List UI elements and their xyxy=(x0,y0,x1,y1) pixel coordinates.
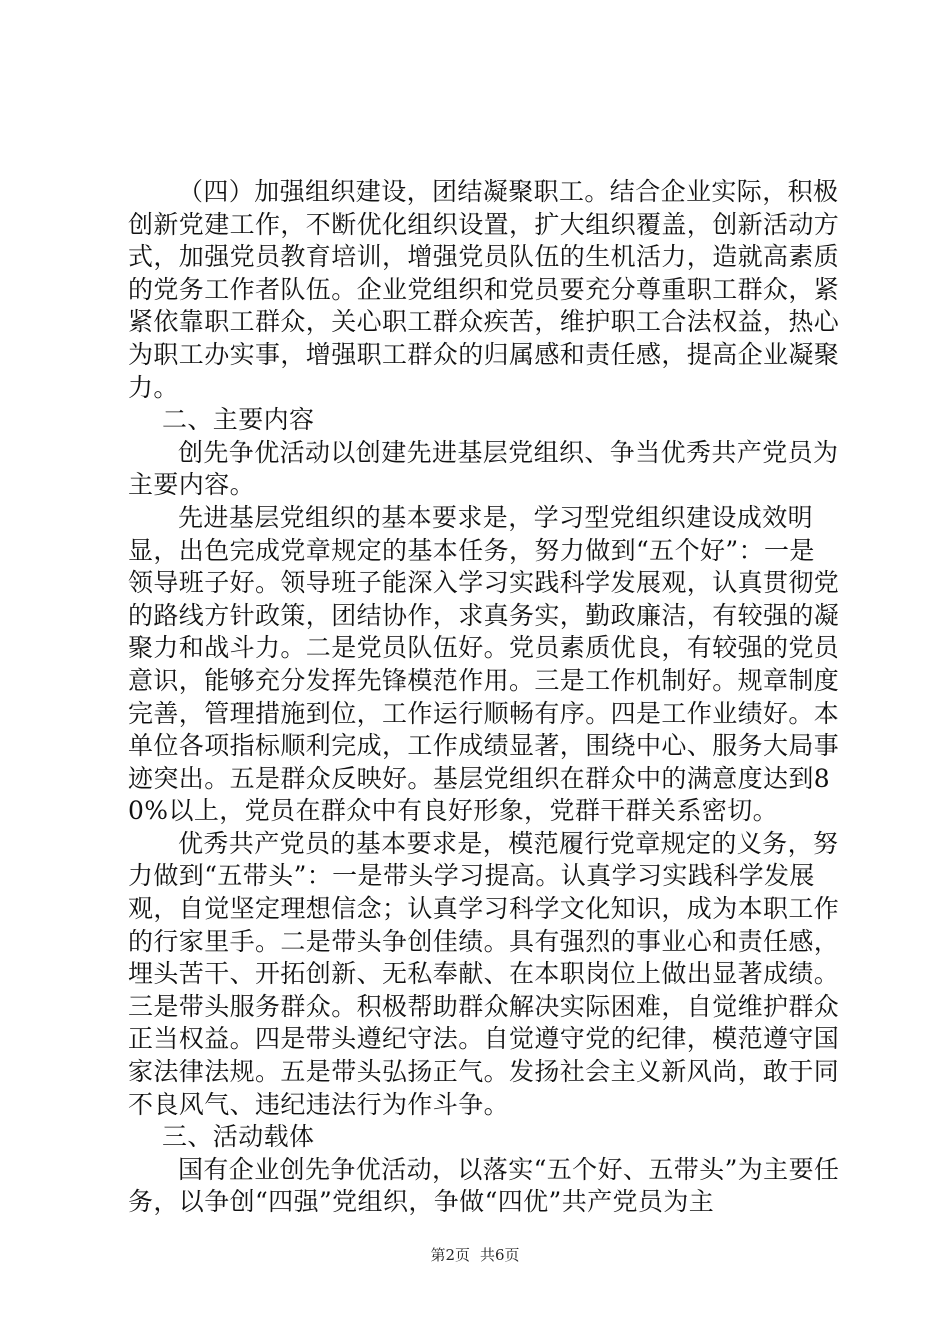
document-body xyxy=(128,176,840,1219)
heading-activity-carrier: 三、活动载体 xyxy=(162,1122,315,1152)
heading-main-content: 二、主要内容 xyxy=(162,405,315,435)
paragraph-soe-activity: 国有企业创先争优活动，以落实“五个好、五带头”为主要任务，以争创“四强”党组织，争做“四优”共产党员为主 xyxy=(128,1154,840,1217)
page-footer xyxy=(0,1244,950,1265)
page-number: 第2页 xyxy=(430,1246,470,1264)
paragraph-org-building: （四）加强组织建设，团结凝聚职工。结合企业实际，积极创新党建工作，不断优化组织设置，扩大组织覆盖，创新活动方式，加强党员教育培训，增强党员队伍的生机活力，造就高素质的党务工作者队伍。企业党组织和党员要充分尊重职工群众，紧紧依靠职工群众，关心职工群众疾苦，维护职工合法权益，热心为职工办实事，增强职工群众的归属感和责任感，提高企业凝聚力。 xyxy=(128,177,840,402)
paragraph-activity-intro: 创先争优活动以创建先进基层党组织、争当优秀共产党员为主要内容。 xyxy=(128,437,839,500)
paragraph-advanced-org-requirements: 先进基层党组织的基本要求是，学习型党组织建设成效明显，出色完成党章规定的基本任务，努力做到“五个好”：一是领导班子好。领导班子能深入学习实践科学发展观，认真贯彻党的路线方针政策，团结协作，求真务实，勤政廉洁，有较强的凝聚力和战斗力。二是党员队伍好。党员素质优良，有较强的党员意识，能够充分发挥先锋模范作用。三是工作机制好。规章制度完善，管理措施到位，工作运行顺畅有序。四是工作业绩好。本单位各项指标顺利完成，工作成绩显著，围绕中心、服务大局事迹突出。五是群众反映好。基层党组织在群众中的满意度达到80%以上，党员在群众中有良好形象，党群干群关系密切。 xyxy=(128,502,840,826)
paragraph-excellent-member-requirements: 优秀共产党员的基本要求是，模范履行党章规定的义务，努力做到“五带头”：一是带头学习提高。认真学习实践科学发展观，自觉坚定理想信念；认真学习科学文化知识，成为本职工作的行家里手。二是带头争创佳绩。具有强烈的事业心和责任感，埋头苦干、开拓创新、无私奉献、在本职岗位上做出显著成绩。三是带头服务群众。积极帮助群众解决实际困难，自觉维护群众正当权益。四是带头遵纪守法。自觉遵守党的纪律，模范遵守国家法律法规。五是带头弘扬正气。发扬社会主义新风尚，敢于同不良风气、违纪违法行为作斗争。 xyxy=(128,828,840,1119)
page-total: 共6页 xyxy=(480,1246,520,1264)
